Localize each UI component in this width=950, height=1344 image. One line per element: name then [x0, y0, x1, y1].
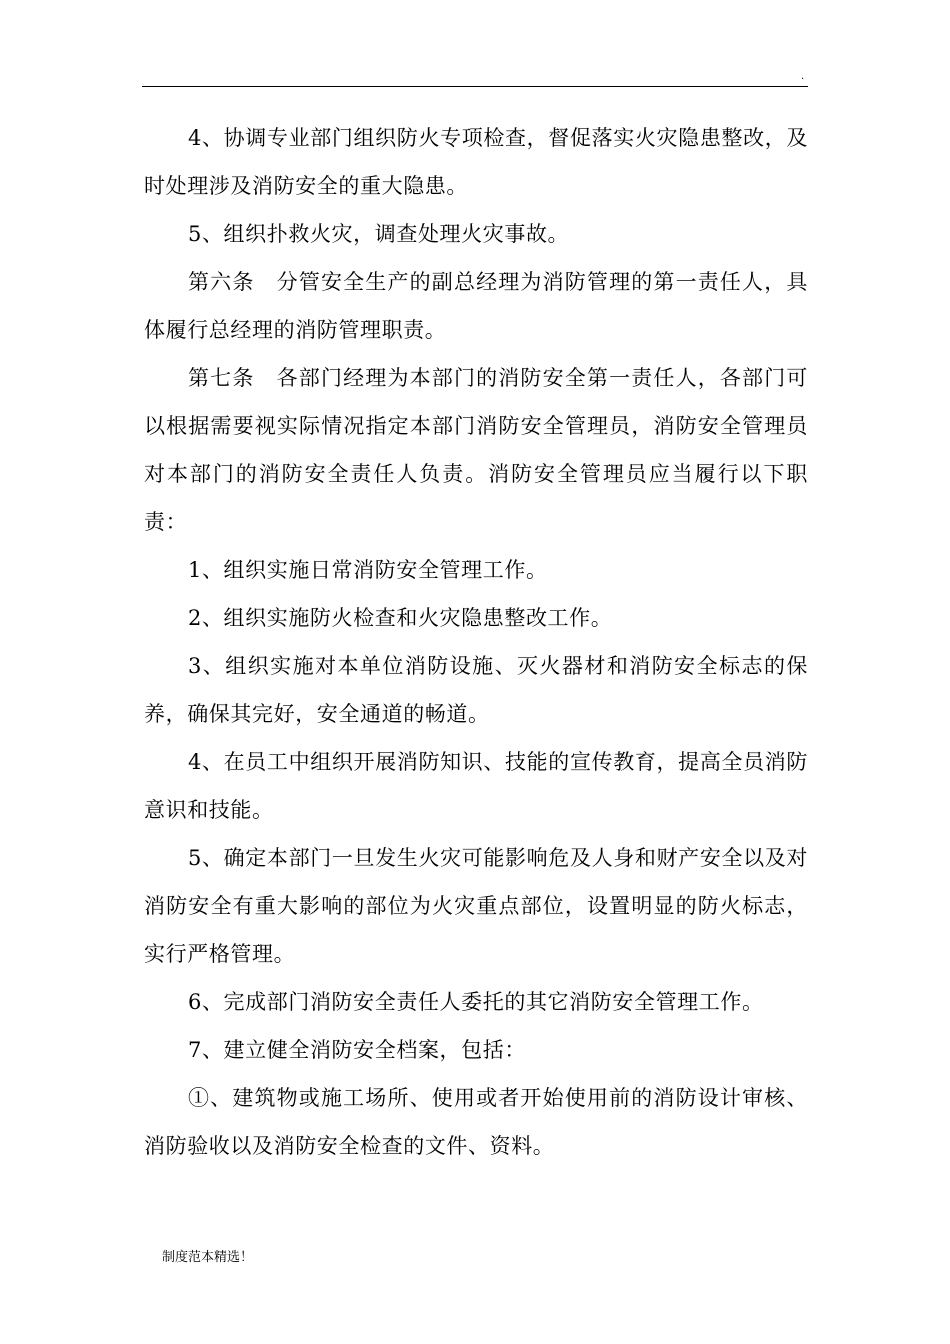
paragraph: 6、完成部门消防安全责任人委托的其它消防安全管理工作。	[188, 990, 764, 1014]
header-rule	[142, 86, 808, 87]
paragraph: 1、组织实施日常消防安全管理工作。	[188, 558, 548, 582]
paragraph: 4、在员工中组织开展消防知识、技能的宣传教育，提高全员消防意识和技能。	[144, 750, 808, 822]
paragraph: 5、确定本部门一旦发生火灾可能影响危及人身和财产安全以及对消防安全有重大影响的部位为火灾重点部位，设置明显的防火标志，实行严格管理。	[144, 846, 808, 966]
paragraph: 5、组织扑救火灾，调查处理火灾事故。	[188, 222, 570, 246]
document-body	[144, 114, 808, 1170]
header-mark: .	[801, 71, 805, 82]
paragraph: 2、组织实施防火检查和火灾隐患整改工作。	[188, 606, 613, 630]
paragraph: ①、建筑物或施工场所、使用或者开始使用前的消防设计审核、消防验收以及消防安全检查的文件、资料。	[144, 1086, 808, 1158]
paragraph: 第六条 分管安全生产的副总经理为消防管理的第一责任人，具体履行总经理的消防管理职责。	[144, 270, 808, 342]
paragraph: 4、协调专业部门组织防火专项检查，督促落实火灾隐患整改，及时处理涉及消防安全的重大隐患。	[144, 126, 808, 198]
paragraph: 第七条 各部门经理为本部门的消防安全第一责任人，各部门可以根据需要视实际情况指定本部门消防安全管理员，消防安全管理员对本部门的消防安全责任人负责。消防安全管理员应当履行以下职责：	[144, 366, 808, 534]
paragraph: 3、组织实施对本单位消防设施、灭火器材和消防安全标志的保养，确保其完好，安全通道的畅道。	[144, 654, 808, 726]
footer-text: 制度范本精选！	[162, 1250, 254, 1265]
paragraph: 7、建立健全消防安全档案，包括：	[188, 1038, 526, 1062]
